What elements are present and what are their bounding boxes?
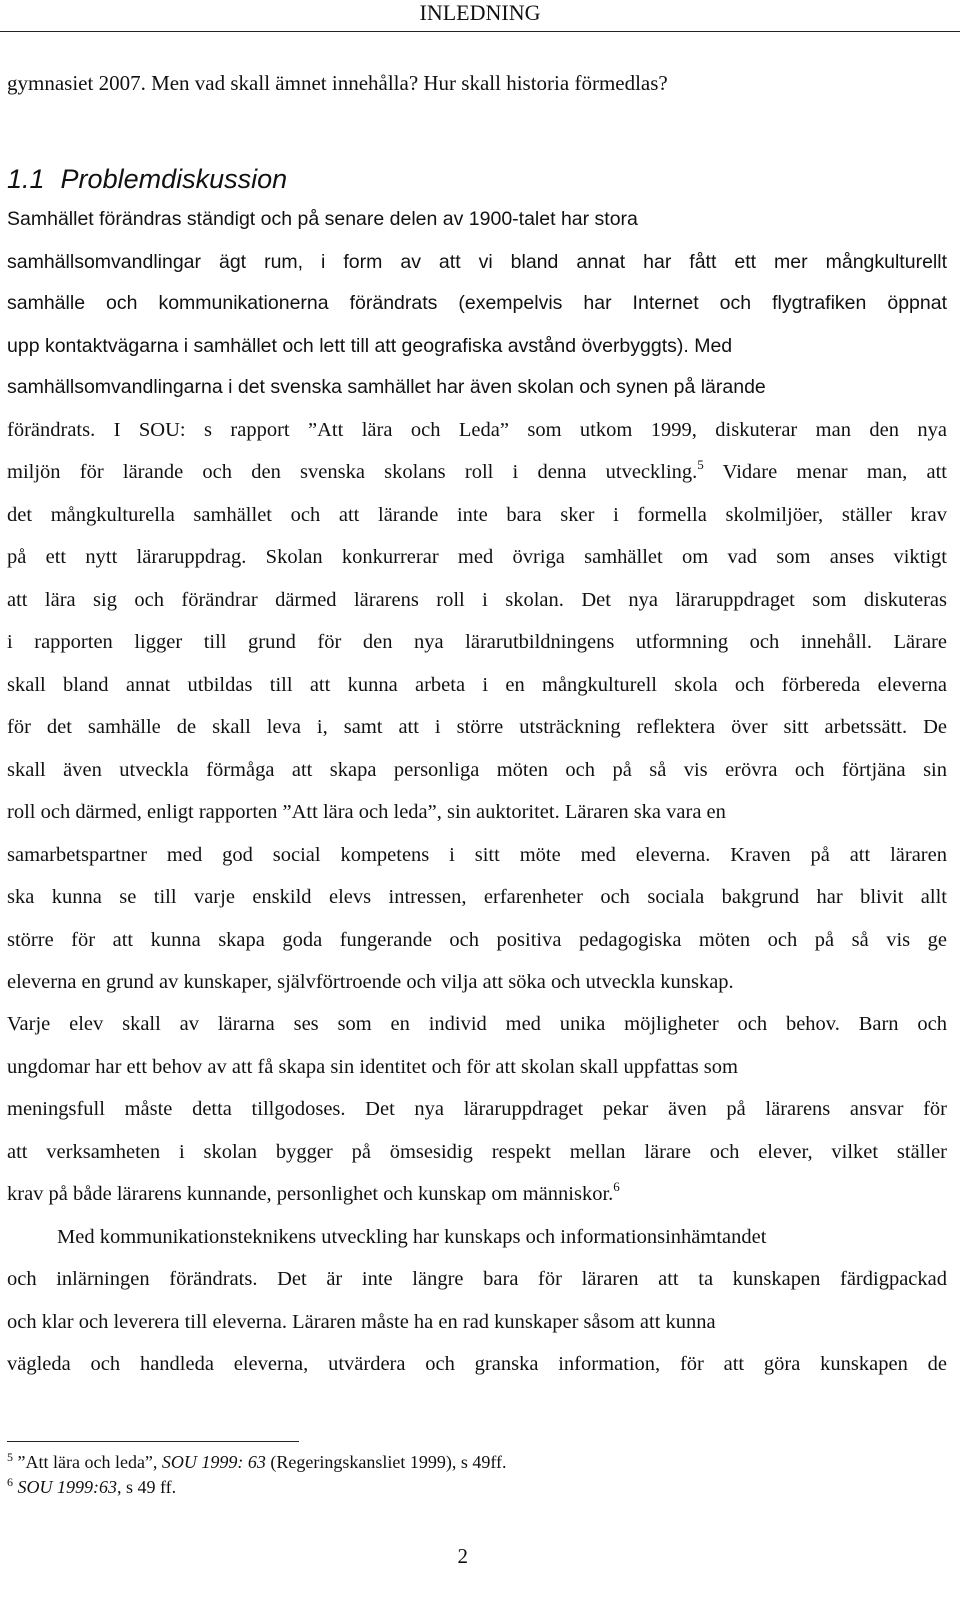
text-segment: miljön för lärande och den svenska skolans roll i denna utveckling. — [7, 461, 698, 483]
footnote-5 — [7, 1451, 507, 1473]
footnote-rest: , s 49 ff. — [117, 1477, 177, 1497]
footnote-number: 5 — [7, 1450, 13, 1464]
header-divider — [0, 31, 960, 32]
text-line: Med kommunikationsteknikens utveckling har kunskaps och informationsinhämtandet — [57, 1226, 767, 1248]
page-number-wrap — [0, 1544, 934, 1569]
text-line: upp kontaktvägarna i samhället och lett till att geografiska avstånd överbyggts). Med — [7, 335, 733, 357]
footnote-ref[interactable]: 6 — [613, 1179, 620, 1194]
text-line: i rapporten ligger till grund för den nya lärarutbildningens utformning och innehåll. Lärare — [7, 631, 947, 653]
text-line: att lära sig och förändrar därmed lärarens roll i skolan. Det nya läraruppdraget som diskuteras — [7, 589, 947, 611]
text-line: ska kunna se till varje enskild elevs intressen, erfarenheter och sociala bakgrund har blivit allt — [7, 886, 947, 908]
footnote-source: SOU 1999:63 — [17, 1477, 117, 1497]
footnote-number: 6 — [7, 1475, 13, 1489]
intro-line: gymnasiet 2007. Men vad skall ämnet innehålla? Hur skall historia förmedlas? — [7, 71, 668, 95]
text-segment: krav på både lärarens kunnande, personlighet och kunskap om människor. — [7, 1183, 614, 1205]
text-line: samarbetspartner med god social kompetens i sitt möte med eleverna. Kraven på att läraren — [7, 844, 947, 866]
text-line: på ett nytt läraruppdrag. Skolan konkurrerar med övriga samhället om vad som anses viktigt — [7, 546, 947, 568]
footnote-source: SOU 1999: 63 — [161, 1452, 266, 1472]
text-line: vägleda och handleda eleverna, utvärdera och granska information, för att göra kunskapen de — [7, 1353, 947, 1375]
section-number: 1.1 — [7, 164, 45, 194]
text-line: meningsfull måste detta tillgodoses. Det nya läraruppdraget pekar även på lärarens ansvar för — [7, 1098, 947, 1120]
page-number: 2 — [457, 1544, 468, 1568]
text-line: för det samhälle de skall leva i, samt att i större utsträckning reflektera över sitt arbetssätt. De — [7, 716, 947, 738]
text-line: förändrats. I SOU: s rapport ”Att lära och Leda” som utkom 1999, diskuterar man den nya — [7, 419, 947, 441]
footnote-ref[interactable]: 5 — [697, 457, 704, 472]
running-header: INLEDNING — [419, 0, 541, 25]
text-line: eleverna en grund av kunskaper, självförtroende och vilja att söka och utveckla kunskap. — [7, 971, 734, 993]
section-title: Problemdiskussion — [60, 164, 288, 194]
text-line: Varje elev skall av lärarna ses som en individ med unika möjligheter och behov. Barn och — [7, 1013, 947, 1035]
text-line: större för att kunna skapa goda fungerande och positiva pedagogiska möten och på så vis ge — [7, 929, 947, 951]
text-line: att verksamheten i skolan bygger på ömsesidig respekt mellan lärare och elever, vilket ställer — [7, 1141, 947, 1163]
text-line: skall även utveckla förmåga att skapa personliga möten och på så vis erövra och förtjäna sin — [7, 759, 947, 781]
text-line: samhällsomvandlingar ägt rum, i form av att vi bland annat har fått ett mer mångkulturellt — [7, 251, 947, 273]
text-line: skall bland annat utbildas till att kunna arbeta i en mångkulturell skola och förbereda eleverna — [7, 674, 947, 696]
footnote-6 — [7, 1476, 176, 1498]
text-line: samhälle och kommunikationerna förändrats (exempelvis har Internet och flygtrafiken öppnat — [7, 292, 947, 314]
text-line — [7, 1180, 947, 1208]
text-line: Samhället förändras ständigt och på senare delen av 1900-talet har stora — [7, 208, 638, 230]
footnote-rest: (Regeringskansliet 1999), s 49ff. — [265, 1452, 507, 1472]
text-line: och inlärningen förändrats. Det är inte längre bara för läraren att ta kunskapen färdigpackad — [7, 1268, 947, 1290]
text-line: ungdomar har ett behov av att få skapa sin identitet och för att skolan skall uppfattas som — [7, 1056, 738, 1078]
text-line — [7, 458, 947, 486]
text-line: roll och därmed, enligt rapporten ”Att lära och leda”, sin auktoritet. Läraren ska vara en — [7, 801, 726, 823]
section-heading — [7, 162, 287, 196]
text-line: samhällsomvandlingarna i det svenska samhället har även skolan och synen på lärande — [7, 376, 766, 398]
text-segment: Vidare menar man, att — [722, 461, 947, 483]
text-line: det mångkulturella samhället och att lärande inte bara sker i formella skolmiljöer, ställer krav — [7, 504, 947, 526]
footnote-quote: ”Att lära och leda”, — [17, 1452, 162, 1472]
footnote-divider — [7, 1441, 299, 1442]
text-line: och klar och leverera till eleverna. Läraren måste ha en rad kunskaper såsom att kunna — [7, 1311, 716, 1333]
